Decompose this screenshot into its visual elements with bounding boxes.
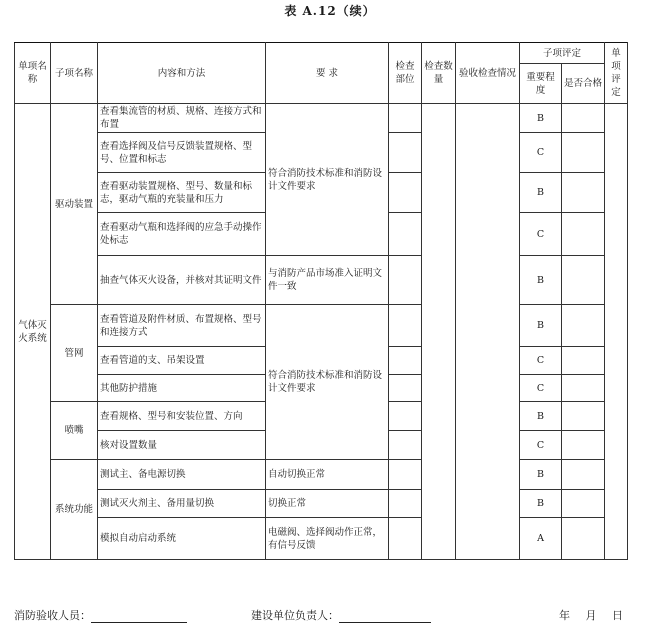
importance-cell: C [520,133,562,173]
importance-cell: C [520,431,562,460]
content-cell: 测试灭火剂主、备用量切换 [98,490,266,518]
header-sub-item-evaluation: 子项评定 [520,43,605,64]
content-cell: 查看管道的支、吊架设置 [98,347,266,375]
importance-cell: B [520,460,562,490]
acceptance-table [14,42,628,560]
check-position-cell [389,402,422,431]
check-position-cell [389,133,422,173]
importance-cell: C [520,213,562,256]
check-position-cell [389,431,422,460]
qualified-cell [562,490,605,518]
check-position-cell [389,518,422,560]
requirement-cell: 与消防产品市场准入证明文件一致 [266,256,389,305]
inspector-label: 消防验收人员： [14,609,91,622]
builder-signature-line [339,610,431,623]
content-cell: 查看驱动装置规格、型号、数量和标志，驱动气瓶的充装量和压力 [98,173,266,213]
header-unit-item-evaluation: 单项评定 [605,43,628,104]
requirement-cell: 切换正常 [266,490,389,518]
check-position-cell [389,490,422,518]
requirement-cell: 自动切换正常 [266,460,389,490]
content-cell: 查看集流管的材质、规格、连接方式和布置 [98,104,266,133]
check-position-cell [389,104,422,133]
importance-cell: A [520,518,562,560]
qualified-cell [562,518,605,560]
qualified-cell [562,431,605,460]
table-title: 表 A.12（续） [284,4,376,18]
builder-label: 建设单位负责人： [251,609,339,622]
check-position-cell [389,375,422,402]
content-cell: 测试主、备电源切换 [98,460,266,490]
importance-cell: C [520,347,562,375]
sub-item-cell: 管网 [51,305,98,402]
header-check-quantity: 检查数量 [422,43,456,104]
header-sub-item-name: 子项名称 [51,43,98,104]
unit-evaluation-cell [605,104,628,560]
check-position-cell [389,173,422,213]
qualified-cell [562,305,605,347]
content-cell: 查看规格、型号和安装位置、方向 [98,402,266,431]
importance-cell: B [520,305,562,347]
importance-cell: B [520,104,562,133]
header-qualified: 是否合格 [562,64,605,104]
importance-cell: B [520,173,562,213]
inspector-signature-line [91,610,187,623]
sub-item-cell: 驱动装置 [51,104,98,305]
builder-signature [251,607,431,623]
content-cell: 抽查气体灭火设备，并核对其证明文件 [98,256,266,305]
content-cell: 模拟自动启动系统 [98,518,266,560]
qualified-cell [562,347,605,375]
check-position-cell [389,256,422,305]
header-check-position: 检查部位 [389,43,422,104]
content-cell: 其他防护措施 [98,375,266,402]
qualified-cell [562,256,605,305]
acceptance-status-cell [456,104,520,560]
importance-cell: C [520,375,562,402]
qualified-cell [562,133,605,173]
check-position-cell [389,305,422,347]
qualified-cell [562,173,605,213]
requirement-cell: 电磁阀、选择阀动作正常，有信号反馈 [266,518,389,560]
importance-cell: B [520,402,562,431]
content-cell: 查看选择阀及信号反馈装置规格、型号、位置和标志 [98,133,266,173]
check-position-cell [389,347,422,375]
content-cell: 查看管道及附件材质、布置规格、型号和连接方式 [98,305,266,347]
sub-item-cell: 喷嘴 [51,402,98,460]
header-acceptance-status: 验收检查情况 [456,43,520,104]
qualified-cell [562,460,605,490]
requirement-cell: 符合消防技术标准和消防设计文件要求 [266,305,389,460]
date-label: 年 月 日 [559,609,629,622]
check-position-cell [389,213,422,256]
importance-cell: B [520,490,562,518]
importance-cell: B [520,256,562,305]
header-importance: 重要程度 [520,64,562,104]
content-cell: 查看驱动气瓶和选择阀的应急手动操作处标志 [98,213,266,256]
qualified-cell [562,375,605,402]
qualified-cell [562,213,605,256]
qualified-cell [562,402,605,431]
inspector-signature [14,607,187,623]
check-quantity-cell [422,104,456,560]
header-requirement: 要 求 [266,43,389,104]
check-position-cell [389,460,422,490]
sub-item-cell: 系统功能 [51,460,98,560]
requirement-cell: 符合消防技术标准和消防设计文件要求 [266,104,389,256]
qualified-cell [562,104,605,133]
header-unit-item-name: 单项名称 [15,43,51,104]
header-content-method: 内容和方法 [98,43,266,104]
unit-item-name-cell: 气体灭火系统 [15,104,51,560]
content-cell: 核对设置数量 [98,431,266,460]
